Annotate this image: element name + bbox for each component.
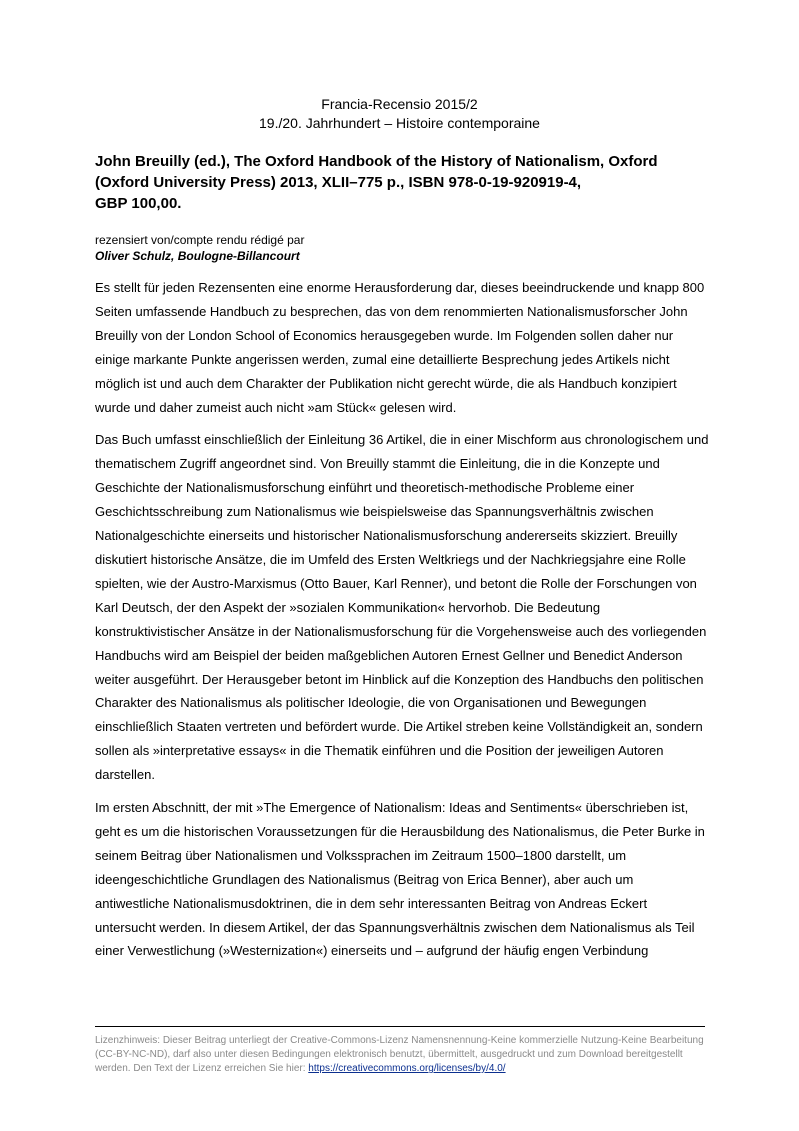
- paragraph: Das Buch umfasst einschließlich der Einleitung 36 Artikel, die in einer Mischform aus chronologischem und thematischem Zugriff angeordnet sind. Von Breuilly stammt die Einleitung, die in die Konzepte und Geschichte der Nationalismusforschung einführt und theoretisch-methodische Probleme einer Geschichtsschreibung zum Nationalismus wie beispielsweise das Spannungsverhältnis zwischen Nationalgeschichte einerseits und historischer Nationalismusforschung andererseits skizziert. Breuilly diskutiert historische Ansätze, die im Umfeld des Ersten Weltkriegs und der Nachkriegsjahre eine Rolle spielten, wie der Austro-Marxismus (Otto Bauer, Karl Renner), und betont die Rolle der Forschungen von Karl Deutsch, der den Aspekt der »sozialen Kommunikation« hervorhob. Die Bedeutung konstruktivistischer Ansätze in der Nationalismusforschung für die Vorgehensweise auch des vorliegenden Handbuchs wird am Beispiel der beiden maßgeblichen Autoren Ernest Gellner und Benedict Anderson weiter ausgeführt. Der Herausgeber betont im Hinblick auf die Konzeption des Handbuchs den politischen Charakter des Nationalismus als politischer Ideologie, die von Organisationen und Bewegungen einschließlich Staaten vertreten und befördert wurde. Die Artikel streben keine Vollständigkeit an, sondern sollen als »interpretative essays« in die Thematik einführen und die Position der jeweiligen Autoren darstellen.: [95, 432, 709, 783]
- footer-divider: [95, 1026, 705, 1027]
- reviewer-label: rezensiert von/compte rendu rédigé par: [95, 233, 305, 247]
- title-line-2: (Oxford University Press) 2013, XLII–775 p., ISBN 978-0-19-920919-4,: [95, 174, 582, 191]
- journal-section: 19./20. Jahrhundert – Histoire contemporaine: [259, 115, 540, 131]
- paragraph: Es stellt für jeden Rezensenten eine enorme Herausforderung dar, dieses beeindruckende und knapp 800 Seiten umfassende Handbuch zu besprechen, das von dem renommierten Nationalismusforscher John Breuilly von der London School of Economics herausgegeben wurde. Im Folgenden sollen daher nur einige markante Punkte angerissen werden, zumal eine detaillierte Besprechung jedes Artikels nicht möglich ist und auch dem Charakter der Publikation nicht gerecht würde, die als Handbuch konzipiert wurde und daher zumeist auch nicht »am Stück« gelesen wird.: [95, 280, 705, 415]
- reviewer-name: Oliver Schulz, Boulogne-Billancourt: [95, 249, 300, 263]
- license-text: Lizenzhinweis: Dieser Beitrag unterliegt der Creative-Commons-Lizenz Namensnennung-Keine kommerzielle Nutzung-Keine Bearbeitung (CC-BY-NC-ND), darf also unter diesen Bedingungen elektronisch benutzt, übermittelt, ausgedruckt und zum Download bereitgestellt werden. Den Text der Lizenz erreichen Sie hier:: [95, 1035, 704, 1074]
- reviewer-block: [95, 232, 304, 264]
- journal-header: [0, 95, 799, 133]
- title-line-3: GBP 100,00.: [95, 195, 182, 212]
- license-link[interactable]: https://creativecommons.org/licenses/by/4.0/: [308, 1063, 506, 1074]
- journal-issue: Francia-Recensio 2015/2: [321, 96, 478, 112]
- title-line-1: John Breuilly (ed.), The Oxford Handbook of the History of Nationalism, Oxford: [95, 153, 658, 170]
- paragraph: Im ersten Abschnitt, der mit »The Emergence of Nationalism: Ideas and Sentiments« überschrieben ist, geht es um die historischen Voraussetzungen für die Herausbildung des Nationalismus, die Peter Burke in seinem Beitrag über Nationalismen und Volkssprachen im Zeitraum 1500–1800 darstellt, um ideengeschichtliche Grundlagen des Nationalismus (Beitrag von Erica Benner), aber auch um antiwestliche Nationalismusdoktrinen, die in dem sehr interessanten Beitrag von Andreas Eckert untersucht werden. In diesem Artikel, der das Spannungsverhältnis zwischen dem Nationalismus als Teil einer Verwestlichung (»Westernization«) einerseits und – aufgrund der häufig engen Verbindung: [95, 800, 705, 959]
- review-body: [95, 276, 710, 972]
- review-title: [95, 151, 715, 214]
- license-notice: [95, 1034, 710, 1076]
